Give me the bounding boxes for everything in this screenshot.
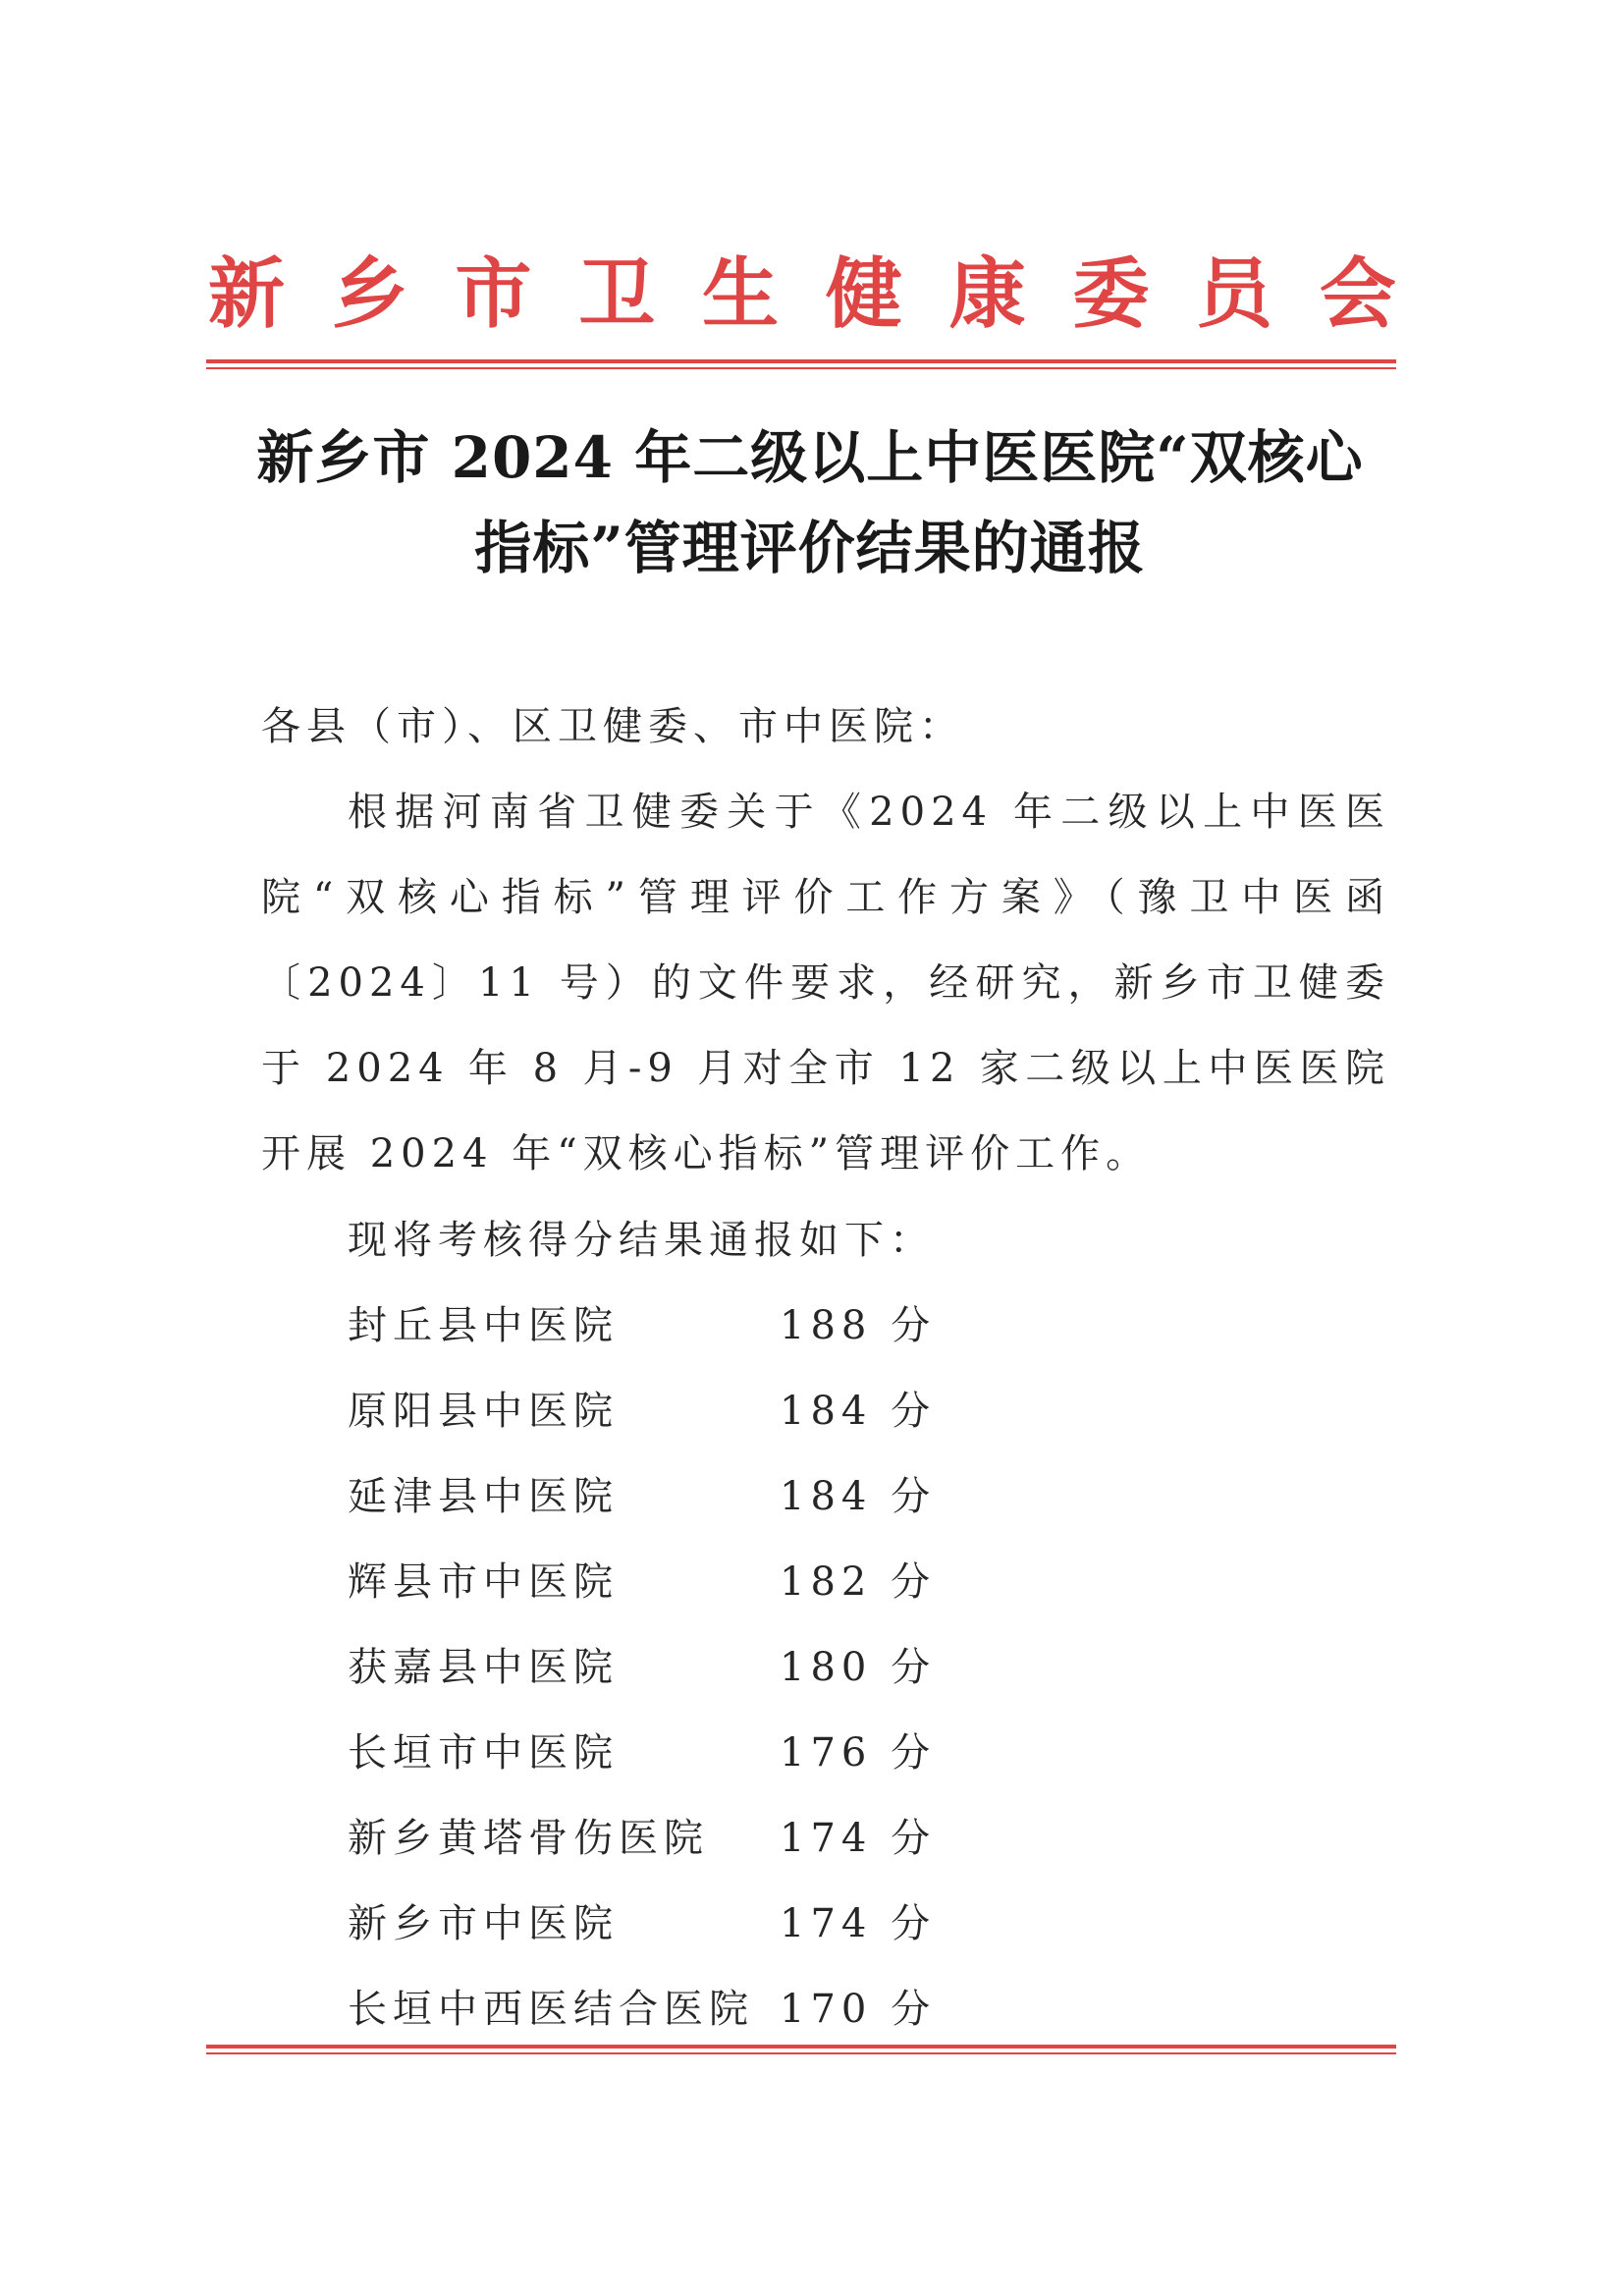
hospital-score: 180 分	[780, 1645, 937, 1690]
hospital-name: 原阳县中医院	[348, 1389, 619, 1434]
hospital-score: 176 分	[780, 1730, 937, 1776]
score-row	[348, 1967, 1035, 2052]
masthead-char: 会	[1319, 249, 1396, 339]
title-line-2: 指标”管理评价结果的通报	[474, 515, 1146, 581]
masthead-char: 健	[825, 249, 902, 339]
masthead-char: 康	[948, 249, 1026, 339]
hospital-name: 辉县市中医院	[348, 1559, 619, 1605]
hospital-score: 188 分	[780, 1303, 937, 1348]
masthead-char: 新	[208, 249, 286, 339]
footer-divider	[206, 2045, 1396, 2054]
hospital-name: 新乡市中医院	[348, 1901, 619, 1946]
hospital-score: 174 分	[780, 1816, 937, 1861]
masthead-char: 市	[455, 249, 532, 339]
body-paragraph: 根据河南省卫健委关于《2024 年二级以上中医医院“双核心指标”管理评价工作方案》（豫卫中医函〔2024〕11 号）的文件要求，经研究，新乡市卫健委于 2024 年 8 月-9 月对全市 12 家二级以上中医医院开展 2024 年“双核心指标”管理评价工作。	[261, 790, 1390, 1176]
document-title	[236, 412, 1384, 593]
score-row	[348, 1369, 1035, 1454]
score-row	[348, 1711, 1035, 1796]
salutation: 各县（市）、区卫健委、市中医院：	[261, 704, 964, 749]
score-row	[348, 1882, 1035, 1967]
results-intro: 现将考核得分结果通报如下：	[348, 1218, 935, 1263]
masthead-char: 生	[702, 249, 780, 339]
issuer-masthead	[208, 246, 1396, 344]
masthead-char: 卫	[578, 249, 656, 339]
hospital-score: 174 分	[780, 1901, 937, 1946]
score-row	[348, 1454, 1035, 1540]
hospital-score: 170 分	[780, 1987, 937, 2032]
hospital-name: 封丘县中医院	[348, 1303, 619, 1348]
masthead-char: 委	[1072, 249, 1150, 339]
score-row	[348, 1540, 1035, 1625]
score-row	[348, 1796, 1035, 1882]
score-list	[348, 1284, 1035, 2052]
score-row	[348, 1284, 1035, 1369]
hospital-name: 长垣市中医院	[348, 1730, 619, 1776]
hospital-name: 新乡黄塔骨伤医院	[348, 1816, 709, 1861]
header-divider	[206, 359, 1396, 369]
hospital-name: 获嘉县中医院	[348, 1645, 619, 1690]
hospital-score: 184 分	[780, 1389, 937, 1434]
masthead-char: 员	[1196, 249, 1273, 339]
title-line-1: 新乡市 2024 年二级以上中医医院“双核心	[256, 424, 1364, 491]
hospital-name: 长垣中西医结合医院	[348, 1987, 754, 2032]
masthead-char: 乡	[331, 249, 408, 339]
hospital-name: 延津县中医院	[348, 1474, 619, 1519]
hospital-score: 182 分	[780, 1559, 937, 1605]
score-row	[348, 1625, 1035, 1711]
hospital-score: 184 分	[780, 1474, 937, 1519]
